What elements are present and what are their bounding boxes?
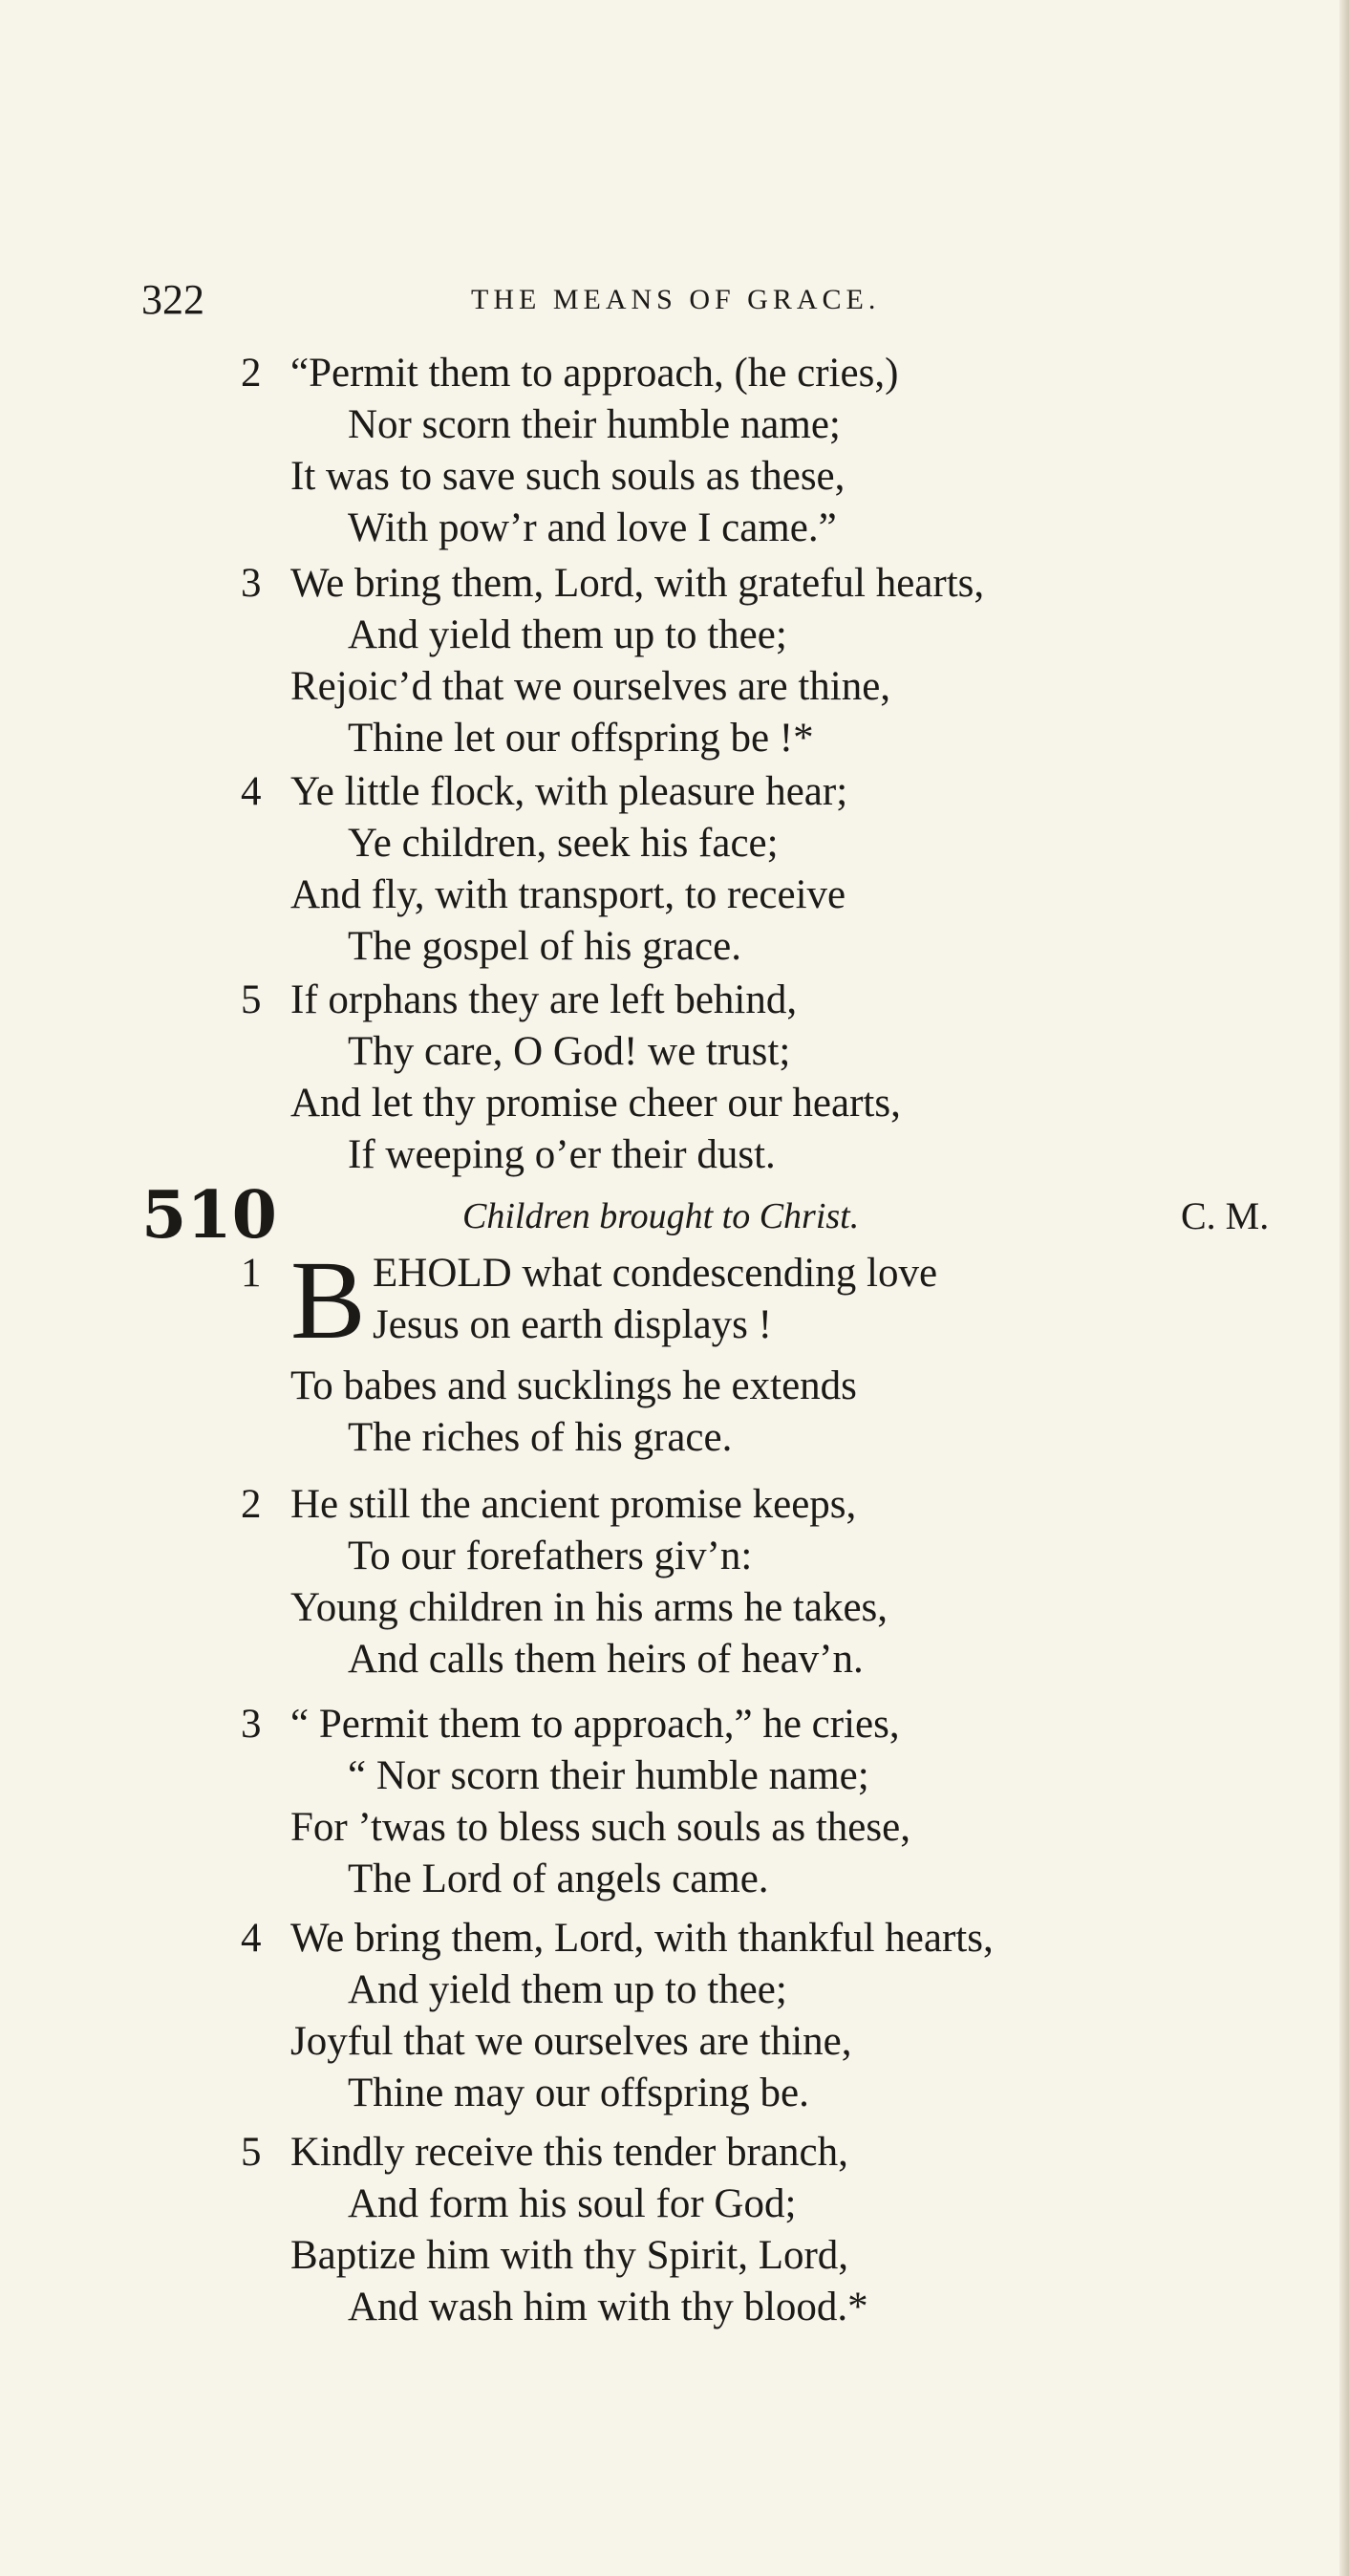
verse-line: Rejoic’d that we ourselves are thine, xyxy=(290,664,891,709)
verse-line: Ye little flock, with pleasure hear; xyxy=(290,769,848,814)
verse-line: The gospel of his grace. xyxy=(348,924,741,969)
verse-line: Thine may our offspring be. xyxy=(348,2071,809,2115)
verse-line: Baptize him with thy Spirit, Lord, xyxy=(290,2233,849,2278)
verse-line: Thine let our offspring be !* xyxy=(348,716,814,761)
stanza-number: 3 xyxy=(241,561,262,606)
verse-line: Nor scorn their humble name; xyxy=(348,402,841,447)
verse-line: The Lord of angels came. xyxy=(348,1857,769,1901)
verse-line: “Permit them to approach, (he cries,) xyxy=(290,351,899,396)
verse-line: And calls them heirs of heav’n. xyxy=(348,1637,864,1682)
verse-line: With pow’r and love I came.” xyxy=(348,505,837,550)
verse-line: And wash him with thy blood.* xyxy=(348,2285,868,2329)
page-edge xyxy=(1339,0,1349,2576)
verse-line: Joyful that we ourselves are thine, xyxy=(290,2019,852,2064)
verse-line: And let thy promise cheer our hearts, xyxy=(290,1081,901,1126)
hymn-title: Children brought to Christ. xyxy=(462,1196,860,1236)
verse-line: He still the ancient promise keeps, xyxy=(290,1482,857,1527)
page-number: 322 xyxy=(141,276,204,323)
verse-line: Ye children, seek his face; xyxy=(348,821,779,866)
verse-line: EHOLD what condescending love xyxy=(373,1251,938,1296)
verse-line: The riches of his grace. xyxy=(348,1415,733,1460)
verse-line: For ’twas to bless such souls as these, xyxy=(290,1805,910,1850)
verse-line: “ Nor scorn their humble name; xyxy=(348,1753,869,1798)
verse-line: If weeping o’er their dust. xyxy=(348,1132,776,1177)
stanza-number: 2 xyxy=(241,351,262,396)
stanza-number: 4 xyxy=(241,1916,262,1961)
verse-line: To babes and sucklings he extends xyxy=(290,1363,857,1408)
verse-line: It was to save such souls as these, xyxy=(290,454,846,499)
verse-line: “ Permit them to approach,” he cries, xyxy=(290,1702,900,1747)
verse-line: Thy care, O God! we trust; xyxy=(348,1029,791,1074)
verse-line: And yield them up to thee; xyxy=(348,612,787,657)
drop-cap: B xyxy=(290,1237,366,1363)
stanza-number: 4 xyxy=(241,769,262,814)
verse-line: We bring them, Lord, with thankful hearts, xyxy=(290,1916,994,1961)
stanza-number: 3 xyxy=(241,1702,262,1747)
verse-line: Kindly receive this tender branch, xyxy=(290,2130,848,2175)
stanza-number: 2 xyxy=(241,1482,262,1527)
verse-line: And form his soul for God; xyxy=(348,2181,797,2226)
verse-line: Jesus on earth displays ! xyxy=(373,1302,772,1347)
verse-line: Young children in his arms he takes, xyxy=(290,1585,889,1630)
hymn-number: 510 xyxy=(141,1177,277,1254)
verse-line: We bring them, Lord, with grateful hearts, xyxy=(290,561,985,606)
verse-line: To our forefathers giv’n: xyxy=(348,1534,753,1578)
running-head: THE MEANS OF GRACE. xyxy=(471,284,881,315)
stanza-number: 5 xyxy=(241,977,262,1022)
verse-line: And yield them up to thee; xyxy=(348,1967,787,2012)
hymn-meter: C. M. xyxy=(1181,1194,1270,1237)
stanza-number: 1 xyxy=(241,1251,262,1296)
verse-line: If orphans they are left behind, xyxy=(290,977,798,1022)
page-header xyxy=(141,273,1192,331)
stanza-number: 5 xyxy=(241,2130,262,2175)
verse-line: And fly, with transport, to receive xyxy=(290,872,846,917)
